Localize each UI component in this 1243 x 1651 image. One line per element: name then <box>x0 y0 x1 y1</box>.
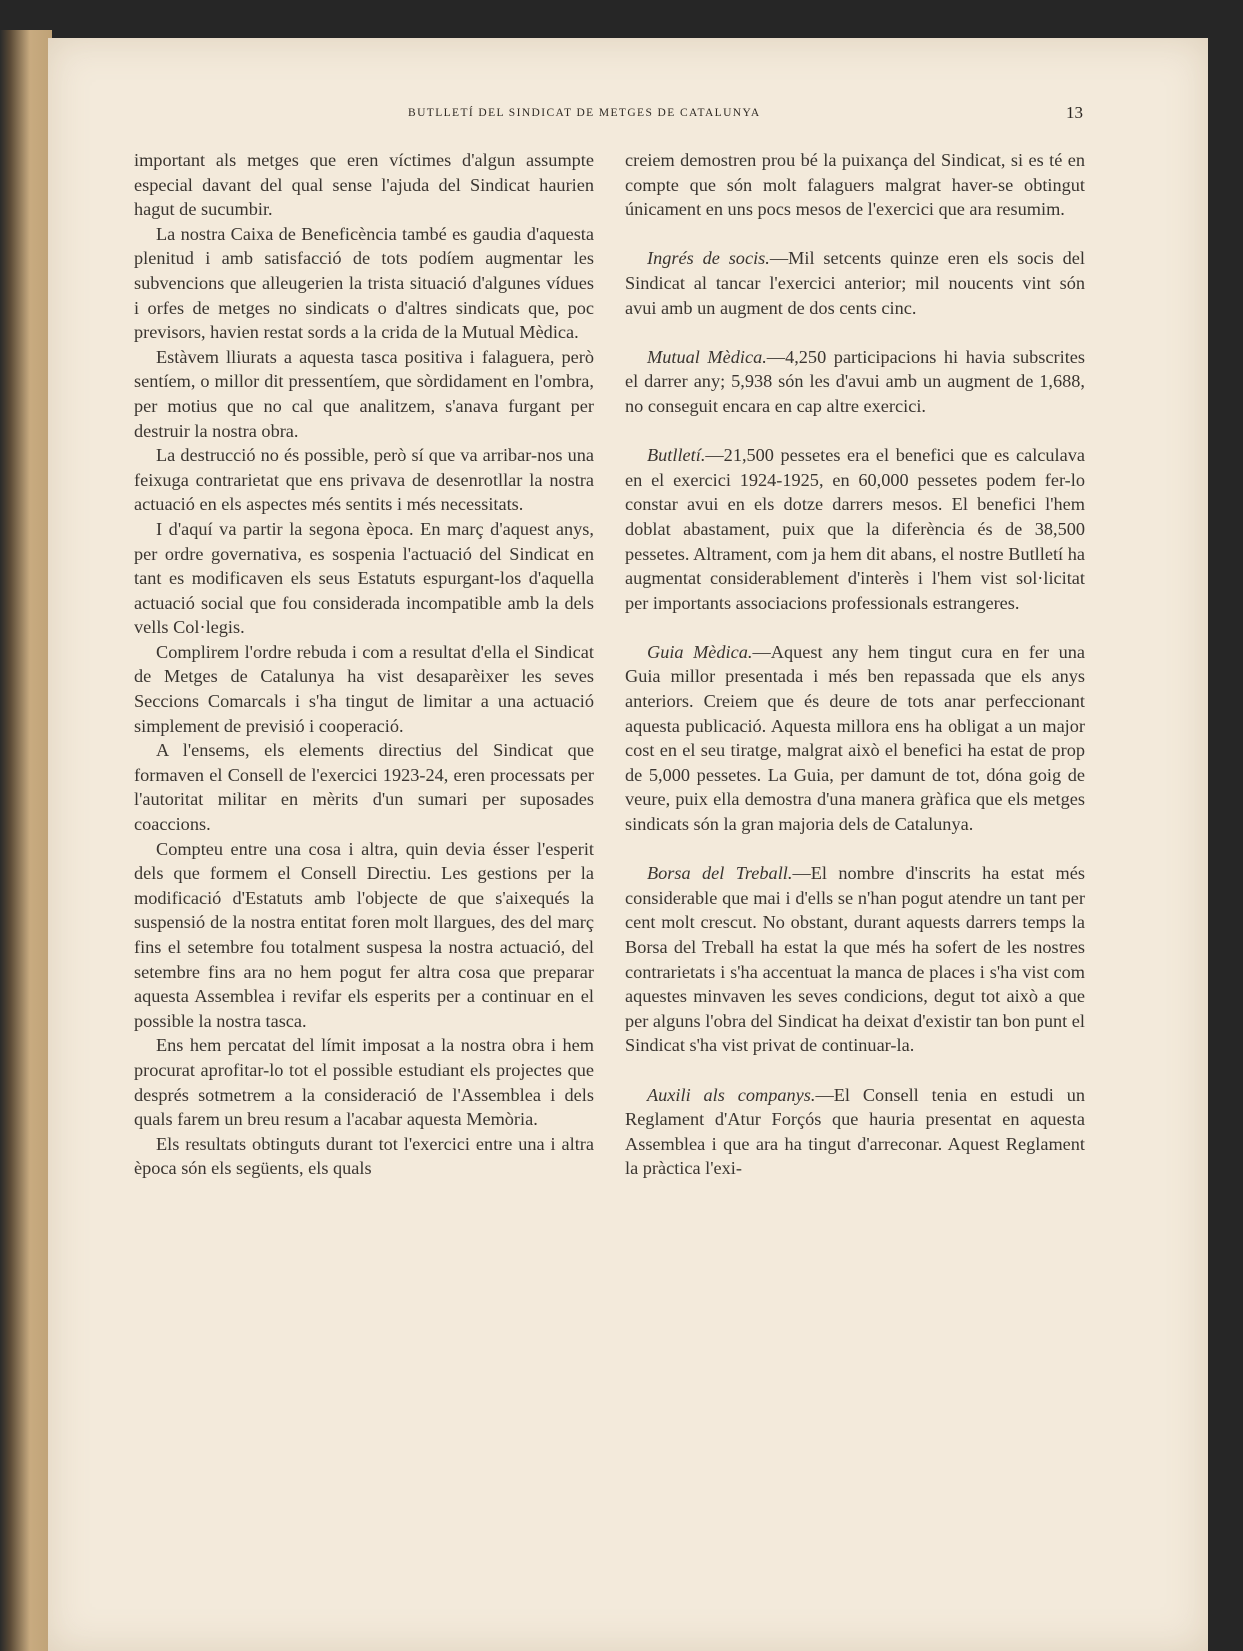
section-text: —El nombre d'inscrits ha estat més considerable que mai i d'ells se n'han pogut atendre un tant per cent molt crescut. No obstant, durant aquests darrers temps la Borsa del Treball ha estat la que més ha sofert de les nostres contrarietats i s'ha accentuat la manca de places i s'ha vist com aquestes minvaven les seves condicions, degut tot això a que per alguns l'obra del Sindicat ha deixat d'existir tan bon punt el Sindicat s'ha vist privat de continuar-la. <box>625 863 1086 1056</box>
section-text: —4,250 participacions hi havia subscrites el darrer any; 5,938 són les d'avui amb un augment de 1,688, no conseguit encara en cap altre exercici. <box>625 346 1085 416</box>
intro-paragraph: creiem demostren prou bé la puixança del Sindicat, si es té en compte que són molt falaguers malgrat haver-se obtingut únicament en uns pocs mesos de l'exercici que ara resumim. <box>625 150 1085 220</box>
section-gap <box>625 222 1085 247</box>
paragraph: I d'aquí va partir la segona època. En març d'aquest anys, per ordre governativa, es sospenia l'actuació del Sindicat en tant es modificaven els seus Estatuts espurgant-los d'aquella actuació social que fou considerada incompatible amb la dels vells Col·legis. <box>134 518 594 638</box>
section-gap <box>625 615 1085 640</box>
section-ingres-socis <box>625 246 1085 320</box>
section-butlleti <box>625 443 1085 615</box>
section-title: Guia Mèdica. <box>647 641 753 662</box>
document-page <box>48 38 1208 1651</box>
section-text: —21,500 pessetes era el benefici que es calculava en el exercici 1924-1925, en 60,000 pessetes podem fer-lo constar avui en els dotze darrers mesos. El benefici l'hem doblat abastament, puix que la diferència és de 38,500 pessetes. Altrament, com ja hem dit abans, el nostre Butlletí ha augmentat considerablement d'interès i l'hem vist sol·licitat per importants associacions professionals estrangeres. <box>625 445 1085 613</box>
section-auxili-companys <box>625 1083 1085 1181</box>
section-title: Borsa del Treball. <box>647 863 793 884</box>
section-gap <box>625 419 1085 444</box>
paragraph: Els resultats obtinguts durant tot l'exercici entre una i altra època són els següents, els quals <box>134 1133 594 1179</box>
paragraph: Compteu entre una cosa i altra, quin devia ésser l'esperit dels que formem el Consell Directiu. Les gestions per la modificació d'Estatuts amb l'objecte de que s'aixequés la suspensió de la nostra entitat foren molt llargues, des del març fins el setembre fou totalment suspesa la nostra actuació, del setembre fins ara no hem pogut fer altra cosa que preparar aquesta Assemblea i revifar els esperits per a continuar en el possible la nostra tasca. <box>134 838 594 1031</box>
section-text: —Mil setcents quinze eren els socis del Sindicat al tancar l'exercici anterior; mil noucents vint són avui amb un augment de dos cents cinc. <box>625 248 1085 318</box>
running-title: BUTLLETÍ DEL SINDICAT DE METGES DE CATALUNYA <box>408 107 761 119</box>
section-gap <box>625 1058 1085 1083</box>
paragraph: La destrucció no és possible, però sí que va arribar-nos una feixuga contrarietat que ens privava de desenrotllar la nostra actuació en els aspectes més sentits i més necessitats. <box>134 445 594 515</box>
section-guia-medica <box>625 640 1085 837</box>
paragraph: Complirem l'ordre rebuda i com a resultat d'ella el Sindicat de Metges de Catalunya ha vist desaparèixer les seves Seccions Comarcals i s'ha tingut de limitar a una actuació simplement de previsió i cooperació. <box>134 641 594 736</box>
paragraph: A l'ensems, els elements directius del Sindicat que formaven el Consell de l'exercici 1923-24, eren processats per l'autoritat militar en mèrits d'un sumari per suposades coaccions. <box>134 740 594 835</box>
section-text: —El Consell tenia en estudi un Reglament d'Atur Forçós que hauria presentat en aquesta Assemblea i que ara ha tingut d'arreconar. Aquest Reglament la pràctica l'exi- <box>625 1084 1085 1179</box>
paragraph: Ens hem percatat del límit imposat a la nostra obra i hem procurat aprofitar-lo tot el possible estudiant els projectes que després sotmetrem a la consideració de l'Assemblea i dels quals farem un breu resum a l'acabar aquesta Memòria. <box>134 1035 594 1130</box>
section-title: Ingrés de socis. <box>647 248 770 269</box>
section-title: Auxili als companys. <box>647 1084 816 1105</box>
section-borsa-treball <box>625 861 1085 1058</box>
section-gap <box>625 320 1085 345</box>
paragraph: La nostra Caixa de Beneficència també es gaudia d'aquesta plenitud i amb satisfacció de tots podíem augmentar les subvencions que alleugerien la trista situació d'algunes vídues i orfes de metges no sindicats o d'altres sindicats que, poc previsors, havien restat sords a la crida de la Mutual Mèdica. <box>134 223 594 343</box>
section-title: Butlletí. <box>647 445 706 466</box>
section-mutual-medica <box>625 345 1085 419</box>
page-fold-shadow <box>0 30 52 1651</box>
paragraph: Estàvem lliurats a aquesta tasca positiva i falaguera, però sentíem, o millor dit pressentíem, que sòrdidament en l'ombra, per motius que no cal que analitzem, s'anava furgant per destruir la nostra obra. <box>134 346 594 441</box>
section-gap <box>625 837 1085 862</box>
section-text: —Aquest any hem tingut cura en fer una Guia millor presentada i més ben repassada que els anys anteriors. Creiem que és deure de tots anar perfeccionant aquesta publicació. Aquesta millora ens ha obligat a un major cost en el seu tiratge, malgrat això el benefici ha estat de prop de 5,000 pessetes. La Guia, per damunt de tot, dóna goig de veure, puix ella demostra d'una manera gràfica que els metges sindicats són la gran majoria dels de Catalunya. <box>625 641 1085 835</box>
section-title: Mutual Mèdica. <box>647 346 767 367</box>
paragraph: important als metges que eren víctimes d'algun assumpte especial davant del qual sense l'ajuda del Sindicat haurien hagut de sucumbir. <box>134 150 594 220</box>
running-header <box>48 103 1208 125</box>
left-column <box>134 148 594 1181</box>
right-column <box>625 148 1085 1181</box>
page-number: 13 <box>1066 103 1083 122</box>
